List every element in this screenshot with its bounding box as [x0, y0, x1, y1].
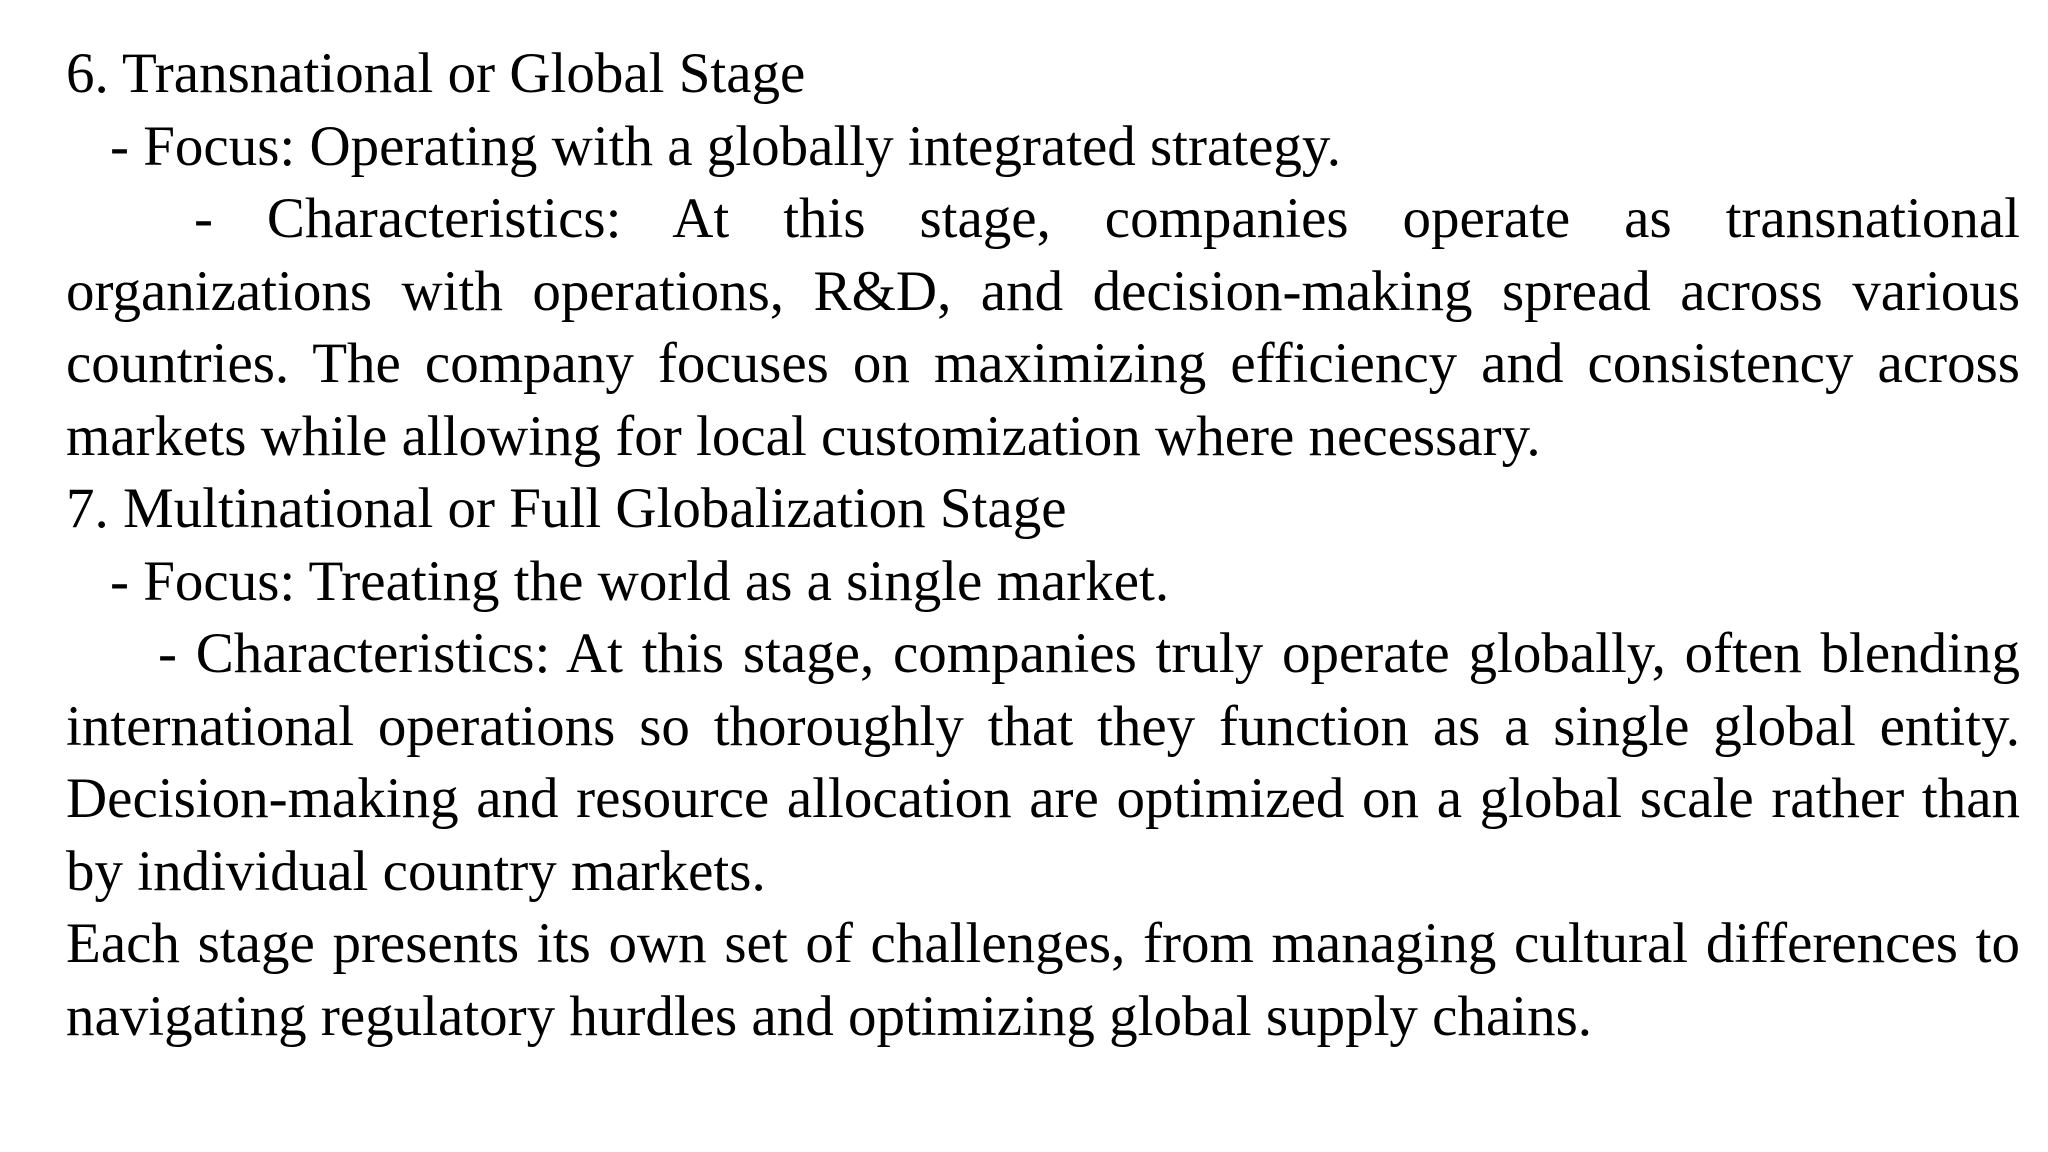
section-7-focus: - Focus: Treating the world as a single market. — [110, 549, 1170, 613]
conclusion-paragraph: Each stage presents its own set of challenges, from managing cultural differences to navigating regulatory hurdles and optimizing global supply chains. — [66, 912, 2020, 1048]
section-6-characteristics: - Characteristics: At this stage, companies operate as transnational organizations with operations, R&D, and decision-making spread across various countries. The company focuses on maximizing efficiency and consistency across markets while allowing for local customization where necessary. — [66, 187, 2020, 468]
section-6-focus: - Focus: Operating with a globally integrated strategy. — [110, 114, 1341, 178]
section-6-heading: 6. Transnational or Global Stage — [66, 42, 806, 105]
document-page — [66, 38, 2020, 1053]
section-7-characteristics: - Characteristics: At this stage, companies truly operate globally, often blending international operations so thoroughly that they function as a single global entity. Decision-making and resource allocation are optimized on a global scale rather than by individual country markets. — [66, 622, 2020, 903]
section-7-heading: 7. Multinational or Full Globalization Stage — [66, 477, 1067, 540]
